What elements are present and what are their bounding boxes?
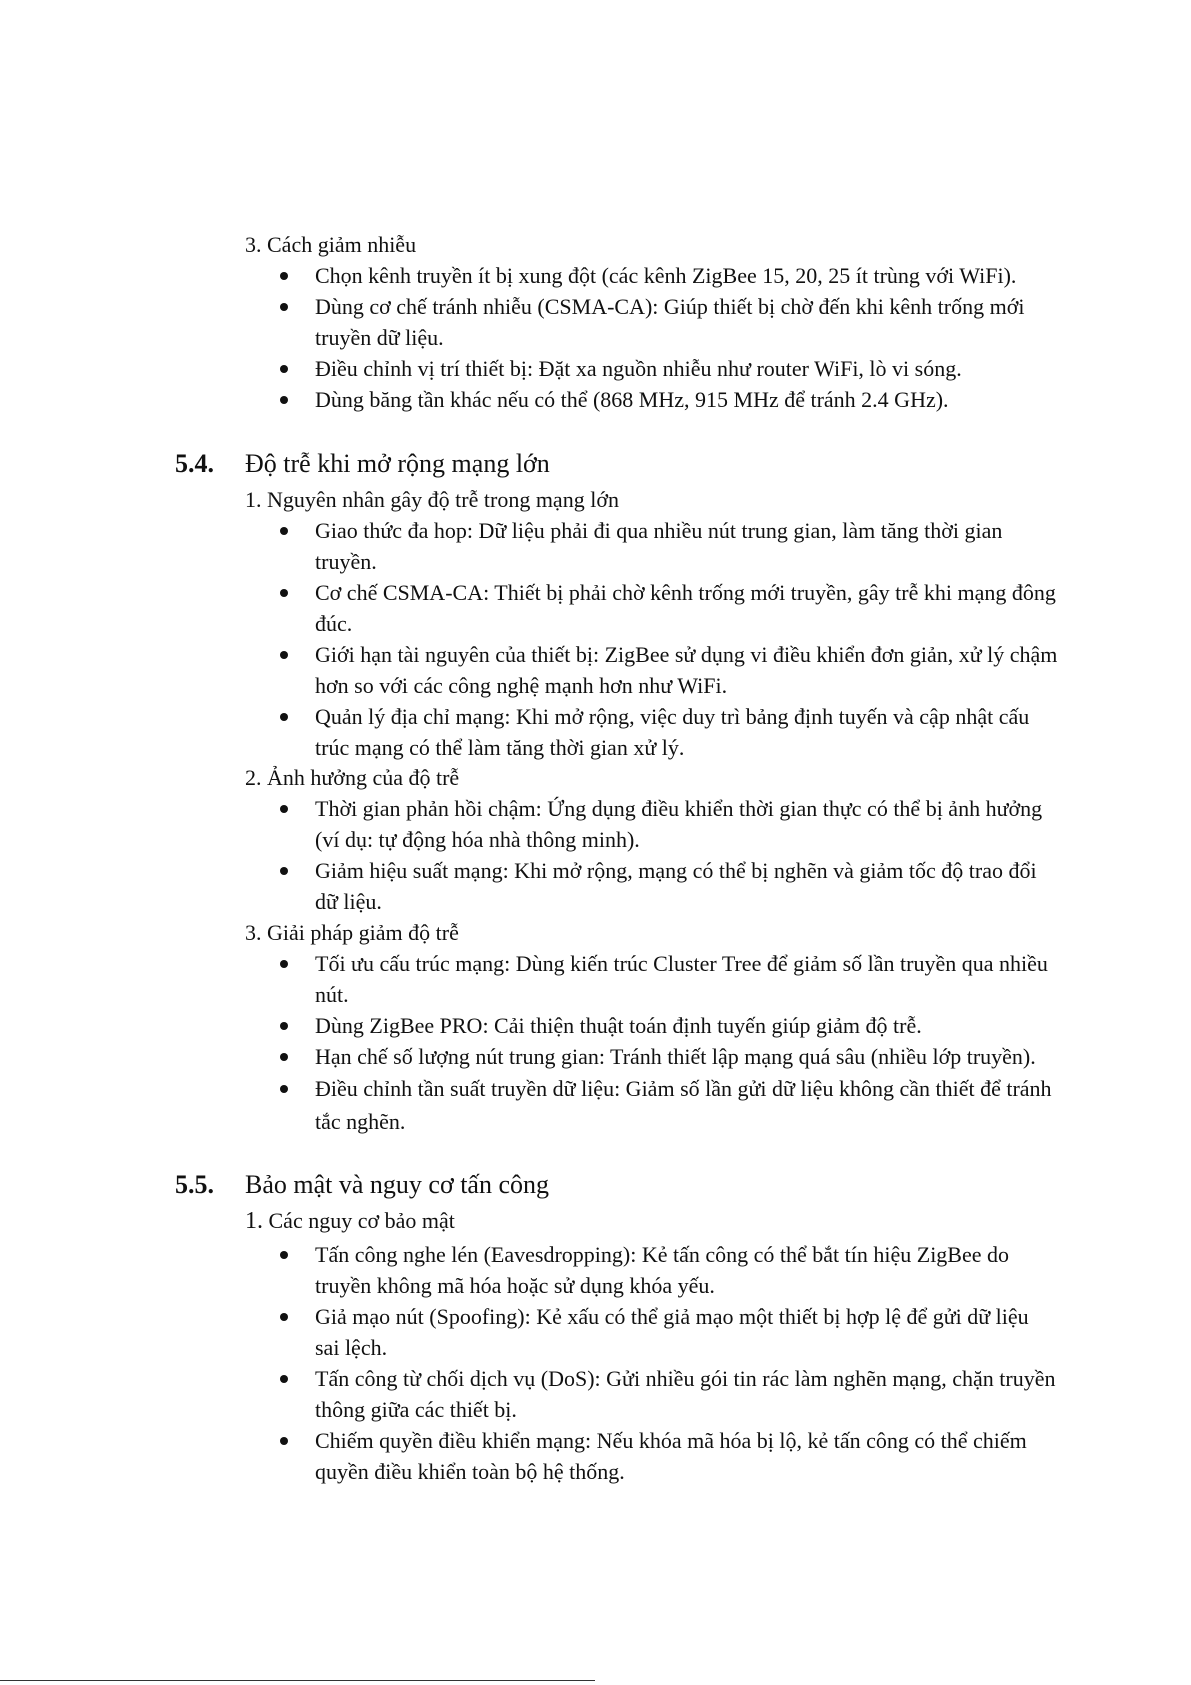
list-item-text: Thời gian phản hồi chậm: Ứng dụng điều khiển thời gian thực có thể bị ảnh hưởng (ví dụ: tự động hóa nhà thông minh). — [315, 796, 1043, 852]
list-item — [278, 577, 1058, 639]
list-item — [278, 793, 1058, 855]
list-item — [278, 1301, 1058, 1363]
subheading-latency-solutions: 3. Giải pháp giảm độ trễ — [245, 920, 459, 945]
list-item — [278, 353, 1058, 384]
section-number: 5.5. — [175, 1170, 214, 1199]
list-item-text: Tấn công nghe lén (Eavesdropping): Kẻ tấn công có thể bắt tín hiệu ZigBee do truyền không mã hóa hoặc sử dụng khóa yếu. — [315, 1242, 1010, 1298]
list-item — [278, 1041, 1058, 1072]
list-item — [278, 701, 1058, 763]
list-item — [278, 515, 1058, 577]
subheading-security-risks — [245, 1205, 455, 1237]
list-item-text: Điều chỉnh vị trí thiết bị: Đặt xa nguồn nhiễu như router WiFi, lò vi sóng. — [315, 356, 962, 381]
list-item — [278, 1010, 1058, 1041]
list-item-text: Cơ chế CSMA-CA: Thiết bị phải chờ kênh trống mới truyền, gây trễ khi mạng đông đúc. — [315, 580, 1056, 636]
footer-divider — [0, 1680, 595, 1681]
security-risks-list — [278, 1239, 1058, 1487]
bullet-icon — [280, 651, 288, 659]
interference-list — [278, 260, 1058, 415]
list-item — [278, 1363, 1058, 1425]
bullet-icon — [280, 713, 288, 721]
bullet-icon — [280, 589, 288, 597]
list-item — [278, 855, 1058, 917]
section-heading-5-5 — [175, 1168, 549, 1202]
bullet-icon — [280, 867, 288, 875]
bullet-icon — [280, 1053, 288, 1061]
list-item — [278, 260, 1058, 291]
list-item — [278, 1072, 1058, 1138]
subheading-number: 1. — [245, 1208, 263, 1234]
bullet-icon — [280, 960, 288, 968]
list-item — [278, 1425, 1058, 1487]
list-item-text: Giới hạn tài nguyên của thiết bị: ZigBee sử dụng vi điều khiển đơn giản, xử lý chậm hơn so với các công nghệ mạnh hơn như WiFi. — [315, 642, 1058, 698]
list-item — [278, 639, 1058, 701]
section-number: 5.4. — [175, 449, 214, 478]
bullet-icon — [280, 1375, 288, 1383]
subheading-latency-effects: 2. Ảnh hưởng của độ trễ — [245, 765, 460, 790]
bullet-icon — [280, 1022, 288, 1030]
bullet-icon — [280, 1437, 288, 1445]
list-item-text: Giảm hiệu suất mạng: Khi mở rộng, mạng có thể bị nghẽn và giảm tốc độ trao đổi dữ liệu. — [315, 858, 1037, 914]
bullet-icon — [280, 1313, 288, 1321]
list-item-text: Dùng băng tần khác nếu có thể (868 MHz, 915 MHz để tránh 2.4 GHz). — [315, 387, 949, 412]
list-item-text: Tấn công từ chối dịch vụ (DoS): Gửi nhiều gói tin rác làm nghẽn mạng, chặn truyền thông giữa các thiết bị. — [315, 1366, 1056, 1422]
bullet-icon — [280, 1251, 288, 1259]
bullet-icon — [280, 527, 288, 535]
list-item-text: Điều chỉnh tần suất truyền dữ liệu: Giảm số lần gửi dữ liệu không cần thiết để tránh tắc nghẽn. — [315, 1076, 1052, 1134]
list-item-text: Hạn chế số lượng nút trung gian: Tránh thiết lập mạng quá sâu (nhiều lớp truyền). — [315, 1044, 1036, 1069]
list-item-text: Quản lý địa chỉ mạng: Khi mở rộng, việc duy trì bảng định tuyến và cập nhật cấu trúc mạng có thể làm tăng thời gian xử lý. — [315, 704, 1030, 760]
latency-solutions-list — [278, 948, 1058, 1138]
bullet-icon — [280, 365, 288, 373]
list-item-text: Chiếm quyền điều khiển mạng: Nếu khóa mã hóa bị lộ, kẻ tấn công có thể chiếm quyền điều khiển toàn bộ hệ thống. — [315, 1428, 1027, 1484]
subheading-interference-reduction: 3. Cách giảm nhiễu — [245, 232, 417, 257]
section-title: Bảo mật và nguy cơ tấn công — [245, 1170, 550, 1199]
latency-causes-list — [278, 515, 1058, 763]
section-heading-5-4 — [175, 447, 550, 481]
bullet-icon — [280, 303, 288, 311]
list-item-text: Dùng ZigBee PRO: Cải thiện thuật toán định tuyến giúp giảm độ trễ. — [315, 1013, 922, 1038]
section-title: Độ trễ khi mở rộng mạng lớn — [245, 449, 550, 478]
list-item-text: Dùng cơ chế tránh nhiễu (CSMA-CA): Giúp thiết bị chờ đến khi kênh trống mới truyền dữ liệu. — [315, 294, 1025, 350]
list-item-text: Chọn kênh truyền ít bị xung đột (các kênh ZigBee 15, 20, 25 ít trùng với WiFi). — [315, 263, 1017, 288]
bullet-icon — [280, 396, 288, 404]
list-item — [278, 291, 1058, 353]
list-item-text: Giả mạo nút (Spoofing): Kẻ xấu có thể giả mạo một thiết bị hợp lệ để gửi dữ liệu sai lệch. — [315, 1304, 1029, 1360]
bullet-icon — [280, 272, 288, 280]
list-item — [278, 1239, 1058, 1301]
bullet-icon — [280, 1085, 288, 1093]
latency-effects-list — [278, 793, 1058, 917]
list-item — [278, 384, 1058, 415]
list-item — [278, 948, 1058, 1010]
list-item-text: Giao thức đa hop: Dữ liệu phải đi qua nhiều nút trung gian, làm tăng thời gian truyền. — [315, 518, 1003, 574]
subheading-latency-causes: 1. Nguyên nhân gây độ trễ trong mạng lớn — [245, 487, 619, 512]
list-item-text: Tối ưu cấu trúc mạng: Dùng kiến trúc Cluster Tree để giảm số lần truyền qua nhiều nút. — [315, 951, 1048, 1007]
subheading-text: Các nguy cơ bảo mật — [268, 1208, 455, 1233]
bullet-icon — [280, 805, 288, 813]
